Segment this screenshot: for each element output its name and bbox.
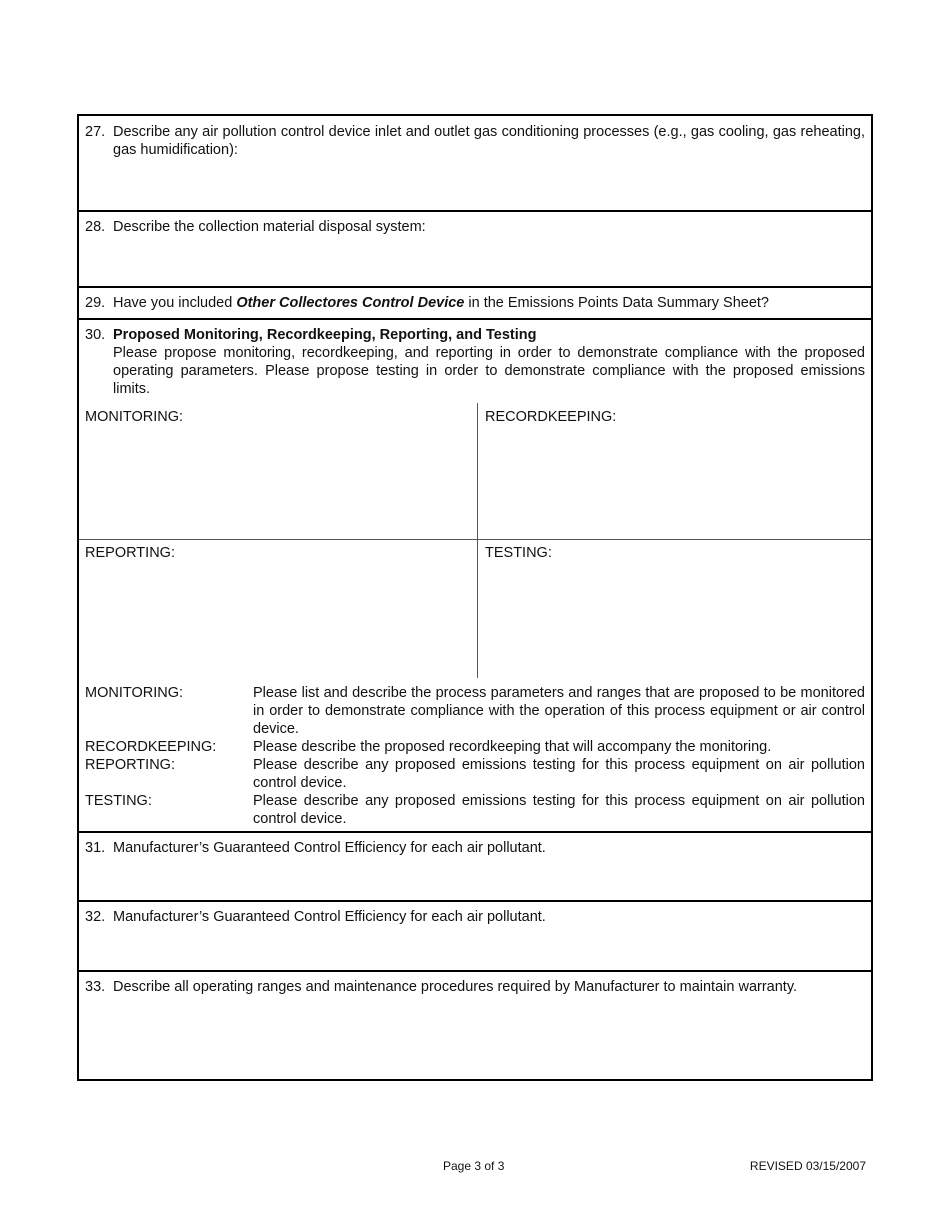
- item-number: 28.: [85, 219, 106, 235]
- reporting-cell[interactable]: REPORTING:: [85, 545, 175, 561]
- definition-term: TESTING:: [85, 793, 152, 809]
- page-number: Page 3 of 3: [443, 1159, 505, 1173]
- item-number: 30.: [85, 327, 106, 343]
- question-text: Describe the collection material disposal system:: [113, 219, 426, 235]
- definition-term: MONITORING:: [85, 685, 184, 701]
- section-title: Proposed Monitoring, Recordkeeping, Reporting, and Testing: [113, 327, 537, 343]
- definition-row: [85, 756, 865, 792]
- section-31[interactable]: [79, 833, 871, 902]
- question-text: Manufacturer’s Guaranteed Control Efficiency for each air pollutant.: [113, 909, 546, 925]
- item-number: 33.: [85, 979, 106, 995]
- item-number: 29.: [85, 295, 106, 311]
- monitoring-cell[interactable]: MONITORING:: [85, 409, 184, 425]
- item-number: 27.: [85, 124, 106, 140]
- section-30: [79, 320, 871, 833]
- definition-row: [85, 738, 865, 756]
- section-28[interactable]: [79, 212, 871, 288]
- section-29[interactable]: [79, 288, 871, 320]
- definition-row: [85, 792, 865, 828]
- question-text: Manufacturer’s Guaranteed Control Efficiency for each air pollutant.: [113, 840, 546, 856]
- testing-cell[interactable]: TESTING:: [485, 545, 552, 561]
- question-text: Describe any air pollution control device inlet and outlet gas conditioning processes (e.g., gas cooling, gas reheating, gas humidification):: [113, 124, 865, 158]
- definition-term: RECORDKEEPING:: [85, 739, 217, 755]
- definition-description: Please list and describe the process parameters and ranges that are proposed to be monitored in order to demonstrate compliance with the operation of this process equipment or air control device.: [253, 685, 865, 737]
- revision-date: REVISED 03/15/2007: [749, 1159, 866, 1173]
- question-text: [113, 294, 865, 312]
- section-32[interactable]: [79, 902, 871, 972]
- section-33[interactable]: [79, 972, 871, 1079]
- item-number: 32.: [85, 909, 106, 925]
- grid-divider-vertical: [477, 403, 478, 678]
- item-number: 31.: [85, 840, 106, 856]
- section-instructions: Please propose monitoring, recordkeeping, and reporting in order to demonstrate compliance with the proposed operating parameters. Please propose testing in order to demonstrate compliance with the proposed emissions limits.: [113, 345, 865, 397]
- question-text-post: in the Emissions Points Data Summary Sheet?: [464, 295, 769, 311]
- section-27[interactable]: [79, 116, 871, 212]
- grid-divider-horizontal: [79, 539, 871, 540]
- definitions-list: [85, 684, 865, 828]
- question-text-pre: Have you included: [113, 295, 237, 311]
- definition-term: REPORTING:: [85, 757, 175, 773]
- recordkeeping-cell[interactable]: RECORDKEEPING:: [485, 409, 617, 425]
- definition-row: [85, 684, 865, 738]
- application-form: [77, 114, 873, 1081]
- definition-description: Please describe the proposed recordkeeping that will accompany the monitoring.: [253, 739, 772, 755]
- form-reference: Other Collectores Control Device: [236, 295, 465, 311]
- definition-description: Please describe any proposed emissions testing for this process equipment on air pollution control device.: [253, 757, 865, 791]
- definition-description: Please describe any proposed emissions testing for this process equipment on air pollution control device.: [253, 793, 865, 827]
- question-text: Describe all operating ranges and maintenance procedures required by Manufacturer to maintain warranty.: [113, 979, 798, 995]
